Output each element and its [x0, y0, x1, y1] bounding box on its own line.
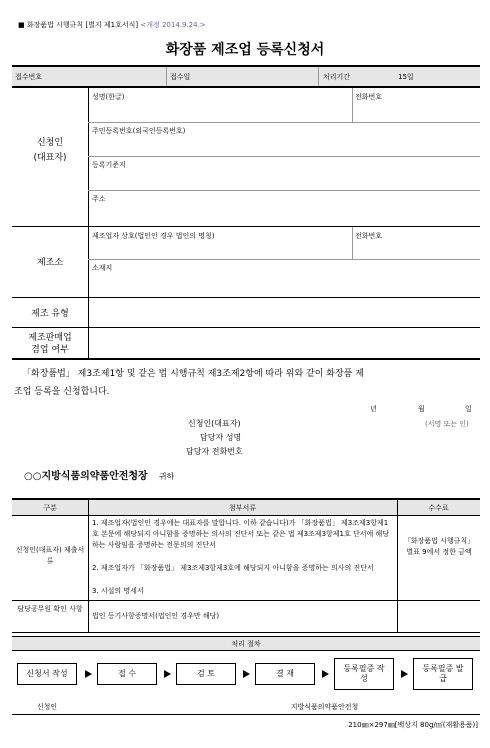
divider: [352, 227, 353, 259]
section-border: [12, 327, 480, 328]
concurrent-business-field[interactable]: [94, 334, 474, 350]
row-divider: [12, 600, 480, 601]
trade-name-label: 제조업자 상호(법인인 경우 법인의 명칭): [92, 232, 215, 240]
arrow-icon: [243, 670, 250, 678]
process-step-4: [255, 663, 315, 685]
process-border: [12, 636, 480, 637]
factory-phone-field[interactable]: [356, 244, 474, 256]
applicant-signature-field[interactable]: [260, 416, 410, 428]
row-divider: [88, 190, 480, 191]
applicant-phone-field[interactable]: [356, 105, 474, 119]
process-step-2-label: 접 수: [118, 669, 136, 678]
amendment-date: <개정 2014.9.24.>: [140, 21, 206, 29]
process-owner-applicant: 신청인: [36, 703, 58, 711]
attachment-item-3: 3. 시설의 명세서: [92, 587, 144, 595]
row-divider: [12, 515, 480, 516]
application-statement-line2: 조업 등록을 신청합니다.: [14, 387, 110, 397]
process-step-5: [334, 658, 394, 690]
process-border: [12, 650, 480, 651]
factory-phone-label: 전화번호: [355, 232, 383, 240]
official-check-item: 법인 등기사항증명서(법인인 경우만 해당): [92, 612, 220, 620]
official-check-label: 담당공무원 확인 사항: [17, 605, 83, 613]
process-step-6-label: 등록필증 발급: [422, 664, 464, 683]
registration-base-label: 등록기준지: [92, 161, 126, 169]
trade-name-field[interactable]: [94, 244, 344, 256]
process-step-6: [413, 658, 473, 690]
date-day-label: 일: [465, 405, 472, 413]
section-border: [12, 226, 480, 227]
process-step-5-label: 등록필증 작성: [343, 664, 385, 683]
signature-or-seal-label: (서명 또는 인): [425, 420, 469, 428]
form-legal-basis-text: ■ 화장품법 시행규칙 [별지 제1호서식]: [18, 21, 139, 29]
arrow-icon: [401, 670, 408, 678]
concurrent-business-label: 제조판매업 겸업 여부: [28, 333, 72, 355]
recipient-name: ○○지방식품의약품안전청장: [24, 471, 148, 482]
process-step-1: [17, 663, 77, 685]
fee-text: 「화장품법 시행규칙」 별표 9에서 정한 금액: [403, 537, 475, 556]
divider: [88, 88, 89, 226]
recipient: [24, 464, 174, 483]
applicant-section-label: 신청인 (대표자): [33, 138, 67, 163]
divider: [397, 500, 398, 632]
staff-phone-label: 담당자 전화번호: [186, 447, 243, 456]
divider: [88, 227, 89, 297]
divider: [88, 328, 89, 358]
staff-name-field[interactable]: [260, 430, 410, 442]
application-statement-line1: 「화장품법」 제3조제1항 및 같은 법 시행규칙 제3조제2항에 따라 위와 같이 화장품 제: [22, 369, 364, 379]
staff-name-label: 담당자 성명: [200, 433, 242, 442]
location-field[interactable]: [94, 276, 474, 292]
arrow-icon: [322, 670, 329, 678]
date-month-label: 월: [418, 405, 425, 413]
divider: [88, 298, 89, 327]
recipient-suffix: 귀하: [158, 472, 175, 481]
divider: [166, 67, 167, 86]
address-field[interactable]: [94, 207, 474, 221]
process-title: 처리 절차: [231, 640, 261, 648]
processing-period-label: 처리기간: [323, 73, 351, 81]
attachment-item-2: 2. 제조업자가 「화장품법」 제3조제3항제3호에 해당되지 아니함을 증명하는 의사의 진단서: [92, 564, 374, 572]
section-border: [12, 297, 480, 298]
receipt-date-label: 접수일: [170, 73, 191, 81]
arrow-icon: [85, 670, 92, 678]
factory-section-label: 제조소: [36, 258, 64, 268]
resident-number-label: 주민등록번호(외국인등록번호): [92, 127, 186, 135]
process-step-3: [176, 663, 236, 685]
paper-spec: 210㎜×297㎜[백상지 80g/㎡(재활용품)]: [348, 721, 478, 729]
section-border: [12, 86, 480, 88]
receipt-number-label: 접수번호: [15, 73, 43, 81]
section-border: [12, 358, 480, 360]
docs-table-bottom-border: [12, 632, 480, 633]
processing-period-value: 15일: [398, 73, 414, 81]
manufacture-type-label: 제조 유형: [31, 309, 69, 319]
divider: [352, 88, 353, 122]
location-label: 소재지: [92, 264, 113, 272]
attachments-column-header: 첨부서류: [228, 504, 257, 512]
row-divider: [88, 122, 480, 123]
name-field-label: 성명(한글): [92, 93, 125, 101]
divider: [318, 67, 319, 86]
form-legal-basis: [18, 20, 206, 30]
attachment-item-1: 1. 제조업자(법인인 경우에는 대표자를 말합니다. 이하 같습니다)가 「화장품법」 제3조제3항제1호 본문에 해당되지 아니함을 증명하는 의사의 진단서 또는 같은 법 제3조제3항제1호 단서에 해당하는 사람임을 증명하는 전문의의 진단서: [92, 519, 390, 549]
arrow-icon: [164, 670, 171, 678]
date-year-label: 년: [370, 405, 377, 413]
address-label: 주소: [92, 195, 106, 203]
process-step-1-label: 신청서 작성: [26, 669, 68, 678]
form-title: 화장품 제조업 등록신청서: [165, 42, 325, 58]
category-column-header: 구분: [43, 504, 57, 512]
process-step-3-label: 검 토: [197, 669, 215, 678]
registration-base-field[interactable]: [94, 173, 474, 187]
fee-column-header: 수수료: [428, 504, 449, 512]
row-divider: [88, 259, 480, 260]
manufacture-type-field[interactable]: [94, 304, 474, 320]
staff-phone-field[interactable]: [260, 444, 410, 456]
row-divider: [88, 156, 480, 157]
process-step-2: [97, 663, 157, 685]
name-field[interactable]: [94, 105, 344, 119]
applicant-documents-label: 신청인(대표자) 제출서류: [15, 546, 85, 565]
process-step-4-label: 결 재: [276, 669, 294, 678]
process-bottom-border: [12, 714, 480, 715]
divider: [88, 500, 89, 632]
process-owner-agency: 지방식품의약품안전청: [290, 703, 359, 711]
applicant-signer-label: 신청인(대표자): [188, 419, 241, 428]
resident-number-field[interactable]: [94, 139, 474, 153]
applicant-phone-label: 전화번호: [355, 93, 383, 101]
